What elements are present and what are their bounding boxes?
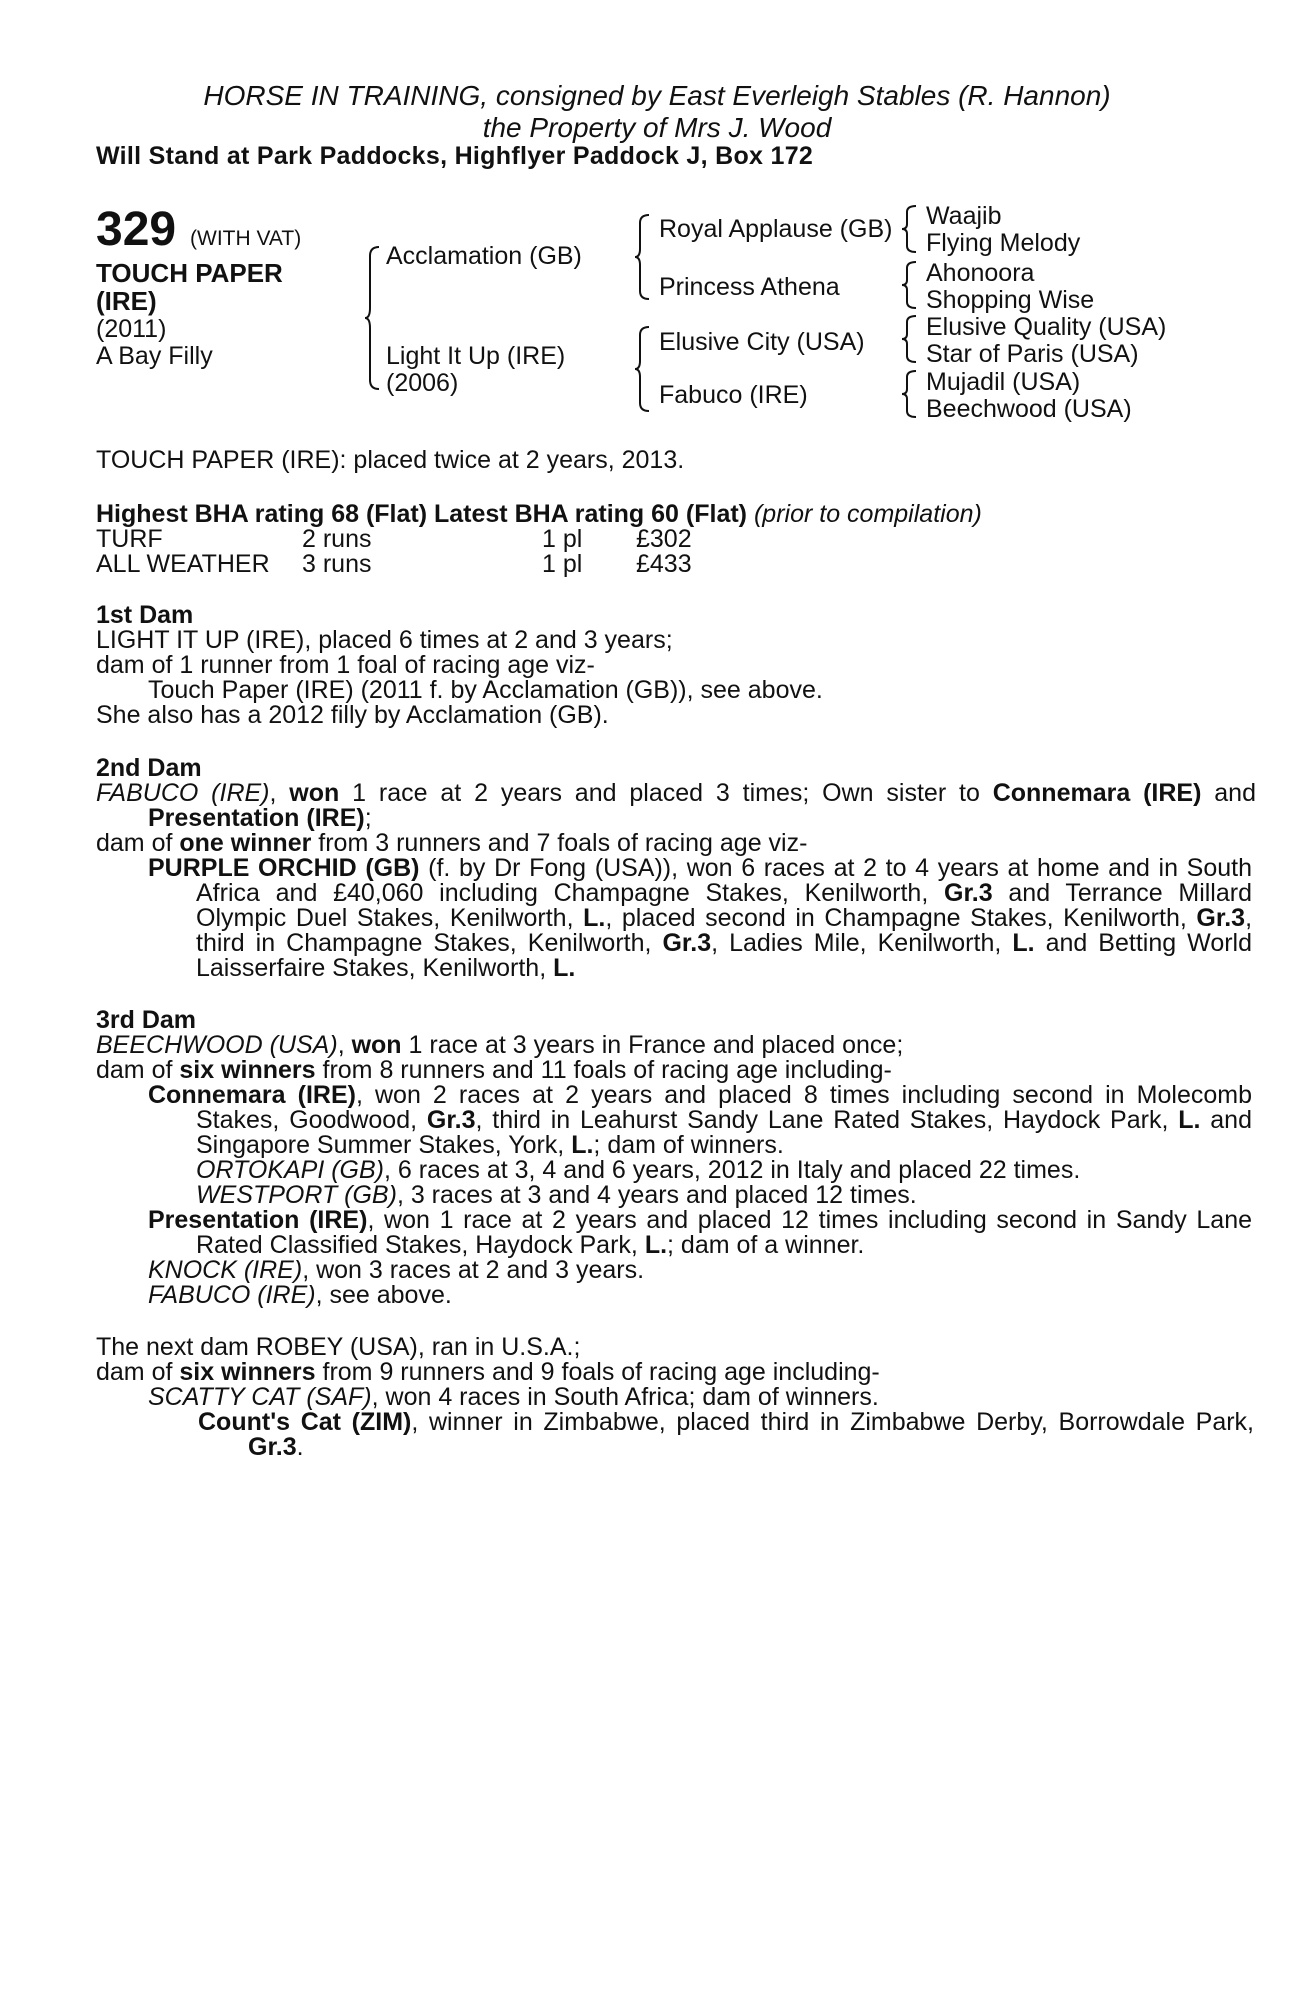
first-dam-line: LIGHT IT UP (IRE), placed 6 times at 2 and 3 years; (96, 626, 673, 654)
progeny-text: , won 2 races at 2 years and placed 8 times including second in Molecomb Stakes, Goodwood, (196, 1081, 1252, 1134)
dam-year: (2006) (386, 369, 459, 397)
sibling-name: Connemara (IRE) (992, 779, 1202, 807)
progeny-text: , won 3 races at 2 and 3 years. (302, 1256, 645, 1284)
sire-name: Acclamation (GB) (386, 242, 582, 270)
progeny-name: ORTOKAPI (GB) (196, 1156, 385, 1184)
first-dam-note: She also has a 2012 filly by Acclamation (GB). (96, 701, 609, 729)
progeny-name: Connemara (IRE) (148, 1081, 356, 1109)
produce-text: from 9 runners and 9 foals of racing age including- (315, 1358, 880, 1386)
grandsire-1: Waajib (926, 202, 1002, 230)
granddam-1: Flying Melody (926, 229, 1081, 257)
progeny-text: ; dam of winners. (593, 1131, 784, 1159)
progeny-name: Count's Cat (ZIM) (198, 1408, 412, 1436)
first-dam-heading: 1st Dam (96, 601, 194, 629)
progeny-text: , Ladies Mile, Kenilworth, (711, 929, 1013, 957)
grade-label: Gr.3 (944, 879, 993, 907)
grade-label: Gr.3 (426, 1106, 476, 1134)
listed-label: L. (644, 1231, 668, 1259)
dam-name: Light It Up (IRE) (386, 342, 566, 370)
winners-count: one winner (179, 829, 312, 857)
record-text: 1 race at 3 years in France and placed once; (401, 1031, 904, 1059)
progeny-purple-orchid (148, 856, 1252, 981)
grandsire-2: Ahonoora (926, 259, 1035, 287)
venue-line: Will Stand at Park Paddocks, Highflyer Paddock J, Box 172 (96, 142, 814, 170)
produce-text: dam of (96, 829, 180, 857)
progeny-name: PURPLE ORCHID (GB) (148, 854, 420, 882)
horse-name: TOUCH PAPER (96, 258, 283, 288)
listed-label: L. (1012, 929, 1035, 957)
progeny-text: , 3 races at 3 and 4 years and placed 12 times. (396, 1181, 917, 1209)
progeny-text: , third in Leahurst Sandy Lane Rated Stakes, Haydock Park, (475, 1106, 1179, 1134)
next-dam-produce-line (96, 1360, 880, 1385)
horse-country: (IRE) (96, 286, 157, 316)
next-dam-line: The next dam ROBEY (USA), ran in U.S.A.; (96, 1333, 581, 1361)
progeny-name: Presentation (IRE) (148, 1206, 368, 1234)
vat-label: (WITH VAT) (190, 227, 302, 250)
second-dam-heading: 2nd Dam (96, 754, 202, 782)
progeny-text: (f. by Dr Fong (USA)), won 6 races at 2 to 4 years at home and in South Africa and £40,060 including Champagne Stakes, Kenilworth, (196, 854, 1252, 907)
latest-rating: Latest BHA rating 60 (Flat) (434, 500, 748, 528)
listed-label: L. (1178, 1106, 1201, 1134)
granddam-2: Shopping Wise (926, 286, 1095, 314)
pedigree-brace-g3 (903, 315, 917, 363)
record-text: ; (364, 804, 372, 832)
owner-line: the Property of Mrs J. Wood (482, 112, 832, 143)
horse-description: A Bay Filly (96, 342, 213, 370)
produce-text: from 8 runners and 11 foals of racing age including- (315, 1056, 892, 1084)
won-label: won (351, 1031, 402, 1059)
rating-note: (prior to compilation) (753, 500, 982, 528)
sibling-name: Presentation (IRE) (148, 804, 365, 832)
first-dam-produce-line: dam of 1 runner from 1 foal of racing age viz- (96, 651, 595, 679)
consignor-line: HORSE IN TRAINING, consigned by East Everleigh Stables (R. Hannon) (203, 80, 1111, 111)
progeny-text: and Singapore Summer Stakes, York, (196, 1106, 1252, 1159)
record-text: 1 race at 2 years and placed 3 times; Own sister to (339, 779, 993, 807)
progeny-name: WESTPORT (GB) (196, 1181, 397, 1209)
first-dam-progeny: Touch Paper (IRE) (2011 f. by Acclamation (GB)), see above. (148, 676, 823, 704)
stats-prize: £433 (636, 550, 692, 578)
progeny-presentation (148, 1208, 1252, 1258)
produce-text: dam of (96, 1358, 180, 1386)
third-dam-heading: 3rd Dam (96, 1006, 197, 1034)
stats-runs: 2 runs (302, 525, 372, 553)
progeny-text: , placed second in Champagne Stakes, Kenilworth, (605, 904, 1197, 932)
dam-sire-name: Elusive City (USA) (659, 328, 865, 356)
sire-sire-name: Royal Applause (GB) (659, 215, 893, 243)
race-summary: TOUCH PAPER (IRE): placed twice at 2 years, 2013. (96, 446, 685, 474)
lot-number: 329 (96, 203, 177, 256)
stats-surface: ALL WEATHER (96, 550, 270, 578)
progeny-text: , won 4 races in South Africa; dam of winners. (371, 1383, 879, 1411)
progeny-text: , third in Champagne Stakes, Kenilworth, (196, 904, 1253, 957)
progeny-knock (148, 1258, 644, 1283)
produce-text: dam of (96, 1056, 180, 1084)
record-text: and (1214, 779, 1256, 807)
progeny-name: SCATTY CAT (SAF) (148, 1383, 372, 1411)
progeny-name: KNOCK (IRE) (148, 1256, 303, 1284)
pedigree-brace-sire (636, 214, 650, 300)
progeny-text: , winner in Zimbabwe, placed third in Zimbabwe Derby, Borrowdale Park, (411, 1408, 1254, 1436)
second-dam-record: FABUCO (IRE), won 1 race at 2 years and placed 3 times; Own sister to Connemara (IRE) and Presentation (IRE); (96, 779, 1256, 832)
won-label: won (289, 779, 340, 807)
foaling-year: (2011) (96, 315, 167, 343)
progeny-text: and Terrance Millard Olympic Duel Stakes, Kenilworth, (196, 879, 1252, 932)
progeny-connemara (148, 1083, 1252, 1158)
listed-label: L. (583, 904, 606, 932)
dam-name: FABUCO (IRE) (96, 779, 270, 807)
progeny-text: , 6 races at 3, 4 and 6 years, 2012 in Italy and placed 22 times. (384, 1156, 1081, 1184)
stats-runs: 3 runs (302, 550, 372, 578)
sire-dam-name: Princess Athena (659, 273, 840, 301)
grade-label: Gr.3 (248, 1433, 297, 1461)
granddam-4: Beechwood (USA) (926, 395, 1132, 423)
progeny-text: . (296, 1433, 304, 1461)
pedigree-brace-dam (636, 326, 650, 412)
progeny-westport (196, 1183, 917, 1208)
pedigree-brace-g2 (903, 261, 917, 309)
winners-count: six winners (179, 1358, 316, 1386)
stats-placed: 1 pl (542, 525, 583, 553)
grandsire-3: Elusive Quality (USA) (926, 313, 1167, 341)
pedigree-brace-g4 (903, 370, 917, 418)
second-dam-produce-line (96, 831, 807, 856)
stats-placed: 1 pl (542, 550, 583, 578)
ratings-line (96, 502, 982, 527)
listed-label: L. (571, 1131, 594, 1159)
progeny-scatty-cat (148, 1385, 879, 1410)
progeny-fabuco (148, 1283, 452, 1308)
progeny-text: and Betting World Laisserfaire Stakes, Kenilworth, (196, 929, 1253, 982)
highest-rating: Highest BHA rating 68 (Flat) (96, 500, 428, 528)
winners-count: six winners (179, 1056, 316, 1084)
progeny-name: FABUCO (IRE) (148, 1281, 316, 1309)
progeny-text: ; dam of a winner. (667, 1231, 865, 1259)
granddam-3: Star of Paris (USA) (926, 340, 1139, 368)
grandsire-4: Mujadil (USA) (926, 368, 1081, 396)
produce-text: from 3 runners and 7 foals of racing age viz- (311, 829, 808, 857)
progeny-text: , won 1 race at 2 years and placed 12 times including second in Sandy Lane Rated Classified Stakes, Haydock Park, (196, 1206, 1253, 1259)
progeny-counts-cat (198, 1410, 1254, 1460)
pedigree-brace-g1 (903, 205, 917, 253)
grade-label: Gr.3 (662, 929, 712, 957)
dam-dam-name: Fabuco (IRE) (659, 381, 808, 409)
third-dam-record: BEECHWOOD (USA), won 1 race at 3 years in France and placed once; (96, 1031, 904, 1059)
third-dam-produce-line (96, 1058, 892, 1083)
pedigree-brace-main (366, 246, 380, 390)
listed-label: L. (553, 954, 576, 982)
progeny-text: , see above. (315, 1281, 452, 1309)
dam-name: BEECHWOOD (USA) (96, 1031, 338, 1059)
stats-surface: TURF (96, 525, 163, 553)
stats-prize: £302 (636, 525, 692, 553)
grade-label: Gr.3 (1196, 904, 1246, 932)
progeny-ortokapi (196, 1158, 1080, 1183)
